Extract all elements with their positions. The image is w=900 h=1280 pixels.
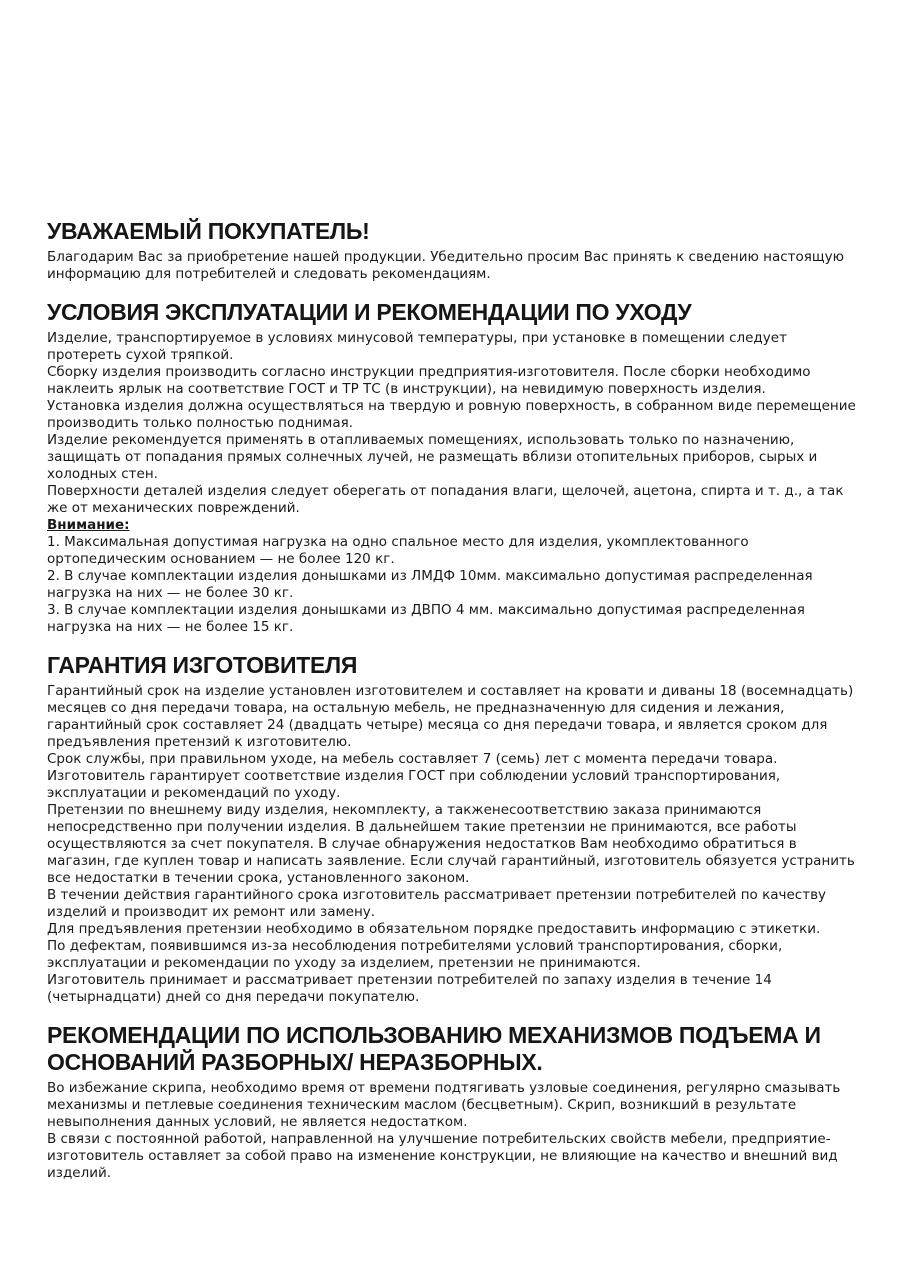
warranty-paragraph: Претензии по внешнему виду изделия, некомплекту, а такженесоответствию заказа принимаются непосредственно при получении изделия. В дальнейшем такие претензии не принимаются, все работы осуществляются за счет покупателя. В случае обнаружения недостатков Вам необходимо обратиться в магазин, где куплен товар и написать заявление. Если случай гарантийный, изготовитель обязуется устранить все недостатки в течении срока, установленного законом. <box>47 802 855 886</box>
warranty-paragraph: Срок службы, при правильном уходе, на мебель составляет 7 (семь) лет с момента передачи товара. <box>47 751 778 767</box>
attention-label: Внимание: <box>47 517 130 533</box>
section-usage-conditions <box>47 299 862 636</box>
usage-paragraph: Изделие рекомендуется применять в отапливаемых помещениях, использовать только по назначению, защищать от попадания прямых солнечных лучей, не размещать вблизи отопительных приборов, сырых и холодных стен. <box>47 432 818 482</box>
usage-note: 1. Максимальная допустимая нагрузка на одно спальное место для изделия, укомплектованного ортопедическим основанием — не более 120 кг. <box>47 534 749 567</box>
usage-heading: УСЛОВИЯ ЭКСПЛУАТАЦИИ И РЕКОМЕНДАЦИИ ПО УХОДУ <box>47 299 692 325</box>
warranty-paragraph: Для предъявления претензии необходимо в обязательном порядке предоставить информацию с этикетки. <box>47 921 821 937</box>
section-warranty <box>47 652 862 1006</box>
usage-paragraph: Сборку изделия производить согласно инструкции предприятия-изготовителя. После сборки необходимо наклеить ярлык на соответствие ГОСТ и ТР ТС (в инструкции), на невидимую поверхность изделия. <box>47 364 811 397</box>
warranty-paragraph: По дефектам, появившимся из-за несоблюдения потребителями условий транспортирования, сборки, эксплуатации и рекомендации по уходу за изделием, претензии не принимаются. <box>47 938 783 971</box>
warranty-paragraph: Изготовитель принимает и рассматривает претензии потребителей по запаху изделия в течение 14 (четырнадцати) дней со дня передачи покупателю. <box>47 972 772 1005</box>
greeting-heading: УВАЖАЕМЫЙ ПОКУПАТЕЛЬ! <box>47 218 370 244</box>
section-mechanisms <box>47 1022 862 1182</box>
mechanisms-paragraph: В связи с постоянной работой, направленной на улучшение потребительских свойств мебели, предприятие-изготовитель оставляет за собой право на изменение конструкции, не влияющие на качество и внешний вид изделий. <box>47 1131 838 1181</box>
section-greeting <box>47 218 862 283</box>
mechanisms-heading: РЕКОМЕНДАЦИИ ПО ИСПОЛЬЗОВАНИЮ МЕХАНИЗМОВ ПОДЪЕМА И ОСНОВАНИЙ РАЗБОРНЫХ/ НЕРАЗБОРНЫХ. <box>47 1022 821 1075</box>
usage-note: 2. В случае комплектации изделия донышками из ЛМДФ 10мм. максимально допустимая распределенная нагрузка на них — не более 30 кг. <box>47 568 813 601</box>
usage-paragraph: Установка изделия должна осуществляться на твердую и ровную поверхность, в собранном виде перемещение производить только полностью поднимая. <box>47 398 856 431</box>
usage-paragraph: Изделие, транспортируемое в условиях минусовой температуры, при установке в помещении следует протереть сухой тряпкой. <box>47 330 787 363</box>
mechanisms-paragraph: Во избежание скрипа, необходимо время от времени подтягивать узловые соединения, регулярно смазывать механизмы и петлевые соединения техническим маслом (бесцветным). Скрип, возникший в результате невыполнения данных условий, не является недостатком. <box>47 1080 841 1130</box>
warranty-paragraph: Изготовитель гарантирует соответствие изделия ГОСТ при соблюдении условий транспортирования, эксплуатации и рекомендаций по уходу. <box>47 768 781 801</box>
usage-note: 3. В случае комплектации изделия донышками из ДВПО 4 мм. максимально допустимая распределенная нагрузка на них — не более 15 кг. <box>47 602 805 635</box>
warranty-paragraph: В течении действия гарантийного срока изготовитель рассматривает претензии потребителей по качеству изделий и производит их ремонт или замену. <box>47 887 827 920</box>
usage-paragraph: Поверхности деталей изделия следует оберегать от попадания влаги, щелочей, ацетона, спирта и т. д., а так же от механических повреждений. <box>47 483 844 516</box>
warranty-heading: ГАРАНТИЯ ИЗГОТОВИТЕЛЯ <box>47 652 358 678</box>
greeting-paragraph: Благодарим Вас за приобретение нашей продукции. Убедительно просим Вас принять к сведению настоящую информацию для потребителей и следовать рекомендациям. <box>47 249 844 282</box>
warranty-paragraph: Гарантийный срок на изделие установлен изготовителем и составляет на кровати и диваны 18 (восемнадцать) месяцев со дня передачи товара, на остальную мебель, не предназначенную для сидения и лежания, гарантийный срок составляет 24 (двадцать четыре) месяца со дня передачи товара, и является сроком для предъявления претензий к изготовителю. <box>47 683 854 750</box>
